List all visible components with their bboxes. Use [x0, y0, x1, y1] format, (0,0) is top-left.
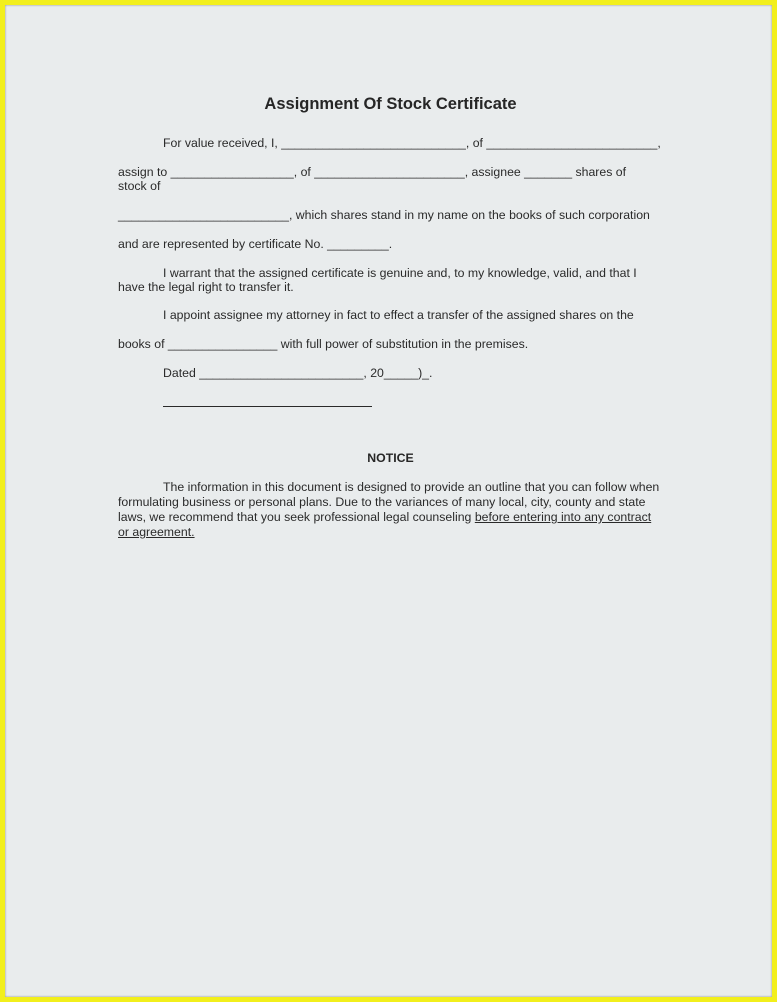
notice-text: The information in this document is designed to provide an outline that you can follow when formulating business or personal plans. Due to the variances of many local, city, county and state laws, we recommend that you seek professional legal counseling [118, 480, 660, 524]
notice-title: NOTICE [367, 451, 414, 465]
warrant-line: I warrant that the assigned certificate is genuine and, to my knowledge, valid, and that I [163, 266, 637, 280]
notice-body [118, 480, 663, 540]
assign-to-line: assign to __________________, of ______________________, assignee _______ shares of [118, 165, 627, 179]
dated-line: Dated ________________________, 20_____)_. [163, 366, 433, 380]
stock-of-line: stock of [118, 179, 161, 193]
document-page [5, 5, 772, 997]
shares-stand-line: _________________________, which shares stand in my name on the books of such corporation [118, 208, 650, 222]
certificate-number-line: and are represented by certificate No. _________. [118, 237, 393, 251]
appoint-attorney-line: I appoint assignee my attorney in fact to effect a transfer of the assigned shares on the [163, 308, 634, 322]
books-of-line: books of ________________ with full power of substitution in the premises. [118, 337, 529, 351]
legal-right-line: have the legal right to transfer it. [118, 280, 294, 294]
signature-line [163, 406, 372, 407]
value-received-line: For value received, I, ___________________________, of _________________________, [163, 136, 661, 150]
document-title: Assignment Of Stock Certificate [264, 95, 517, 113]
notice-underlined-text: before entering into any contract or agreement. [118, 510, 652, 539]
